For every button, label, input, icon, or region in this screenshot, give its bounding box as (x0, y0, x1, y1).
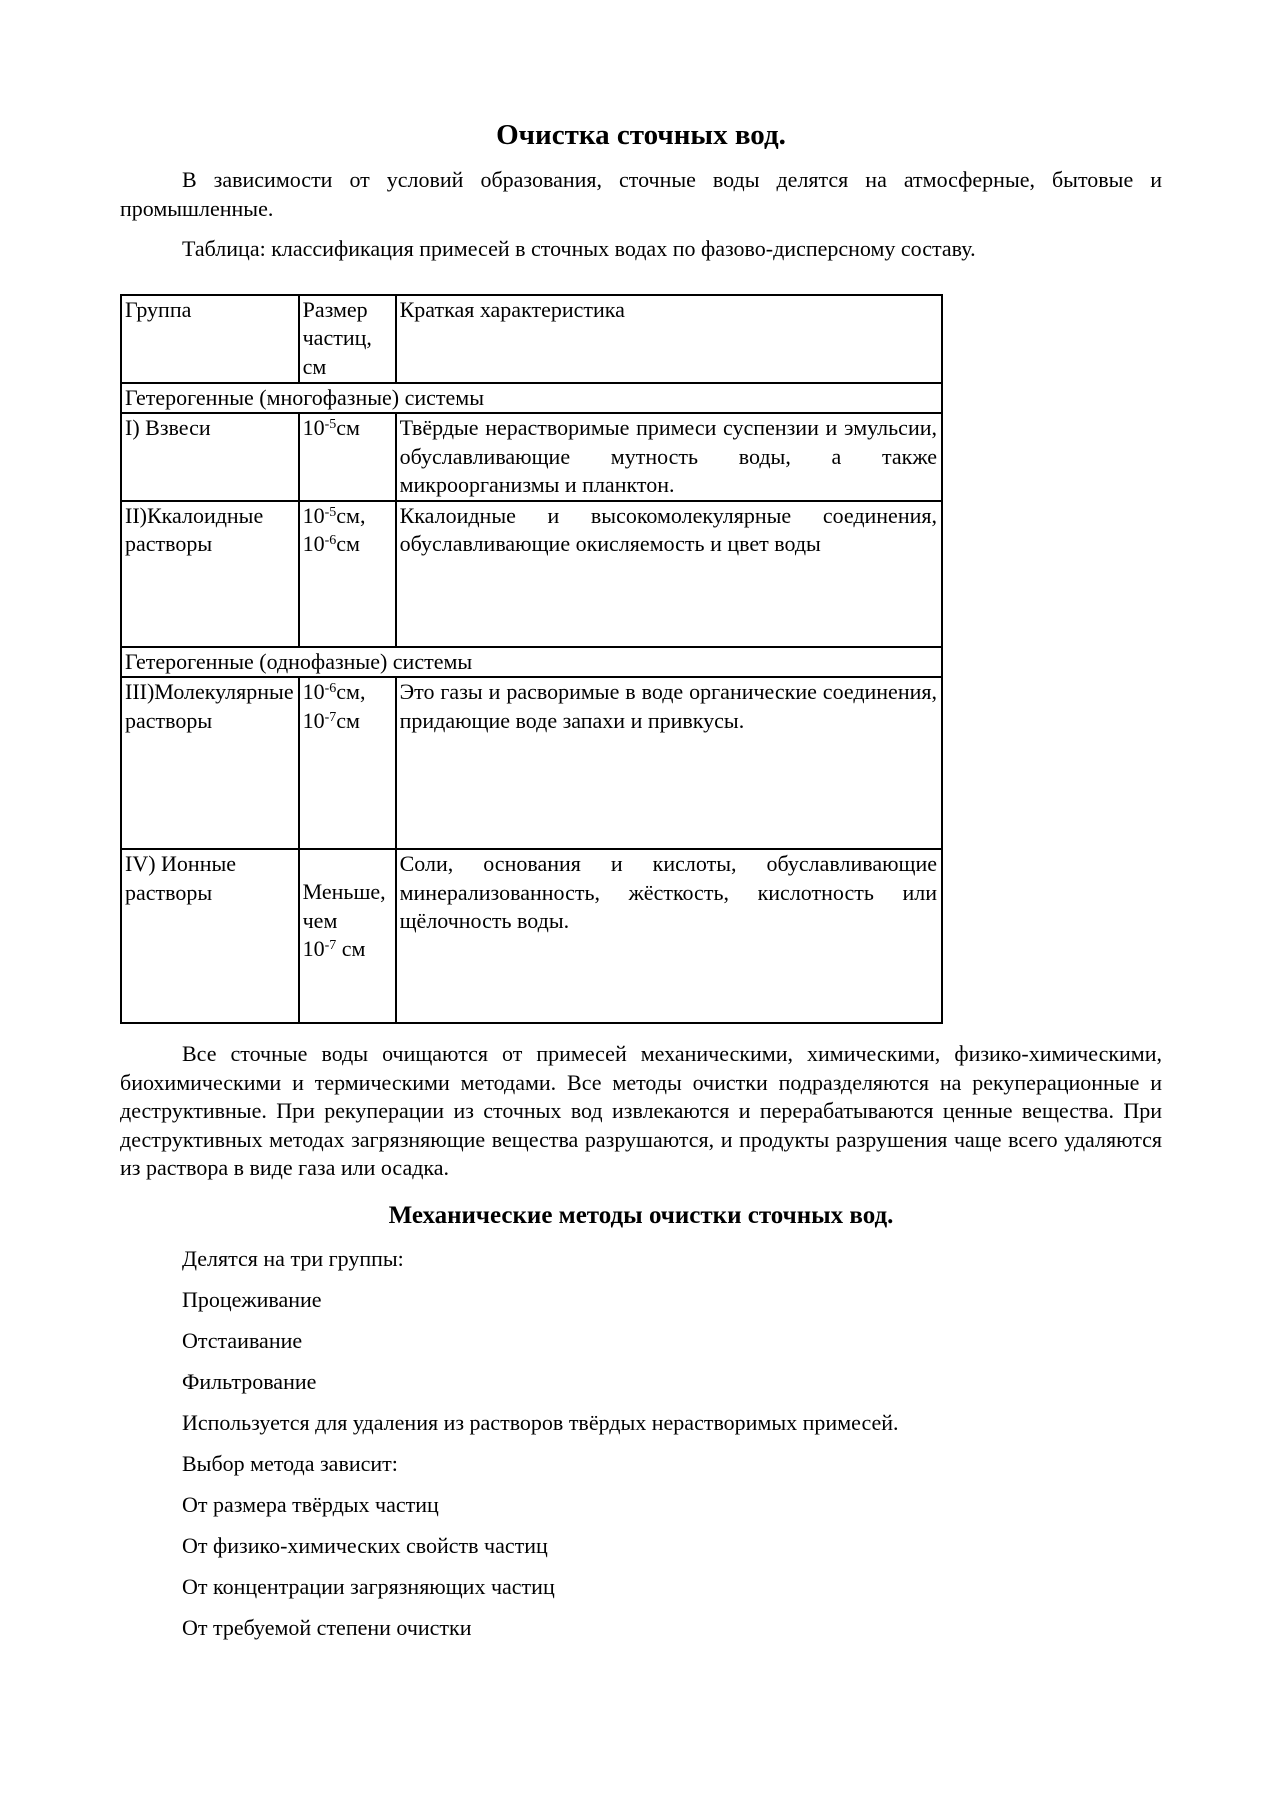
header-description: Краткая характеристика (396, 295, 942, 383)
header-size: Размер частиц, см (299, 295, 396, 383)
row-size: $10^{-5}см$ (299, 413, 396, 501)
table-row (121, 677, 942, 849)
row-group: I) Взвеси (121, 413, 299, 501)
row-group: IV) Ионные растворы (121, 849, 299, 1023)
methods-paragraph: Все сточные воды очищаются от примесей механическими, химическими, физико-химическими, биохимическими и термическими методами. Все методы очистки подразделяются на рекуперационные и деструктивные. При рекуперации из сточных вод извлекаются и перерабатываются ценные вещества. При деструктивных методах загрязняющие вещества разрушаются, и продукты разрушения чаще всего удаляются из раствора в виде газа или осадка. (120, 1041, 1162, 1180)
list-item: От размера твёрдых частиц (182, 1491, 439, 1517)
table-row (121, 849, 942, 1023)
list-item: Фильтрование (182, 1368, 317, 1394)
classification-table (120, 294, 943, 1025)
table-row (121, 501, 942, 647)
header-group: Группа (121, 295, 299, 383)
list-item: От требуемой степени очистки (182, 1614, 472, 1640)
row-description: Это газы и расворимые в воде органические соединения, придающие воде запахи и привкусы. (396, 677, 942, 849)
row-description: Соли, основания и кислоты, обуславливающие минерализованность, жёсткость, кислотность или щёлочность воды. (396, 849, 942, 1023)
row-size: Меньше, чем $10^{-7}$ см (299, 849, 396, 1023)
list-item: От концентрации загрязняющих частиц (182, 1573, 555, 1599)
row-group: II)Ккалоидные растворы (121, 501, 299, 647)
row-size: $10^{-6}см$, $10^{-7}см$ (299, 677, 396, 849)
table-caption: Таблица: классификация примесей в сточных водах по фазово-дисперсному составу. (182, 236, 976, 261)
row-description: Ккалоидные и высокомолекулярные соединения, обуславливающие окисляемость и цвет воды (396, 501, 942, 647)
list-item: Делятся на три группы: (182, 1245, 404, 1271)
section-row (121, 383, 942, 414)
table-header-row (121, 295, 942, 383)
document-page (120, 118, 1162, 1655)
list-item: Используется для удаления из растворов твёрдых нерастворимых примесей. (182, 1409, 899, 1435)
section-heading: Механические методы очистки сточных вод. (388, 1201, 894, 1229)
page-title: Очистка сточных вод. (496, 119, 786, 151)
section-row (121, 647, 942, 678)
list-item: От физико-химических свойств частиц (182, 1532, 548, 1558)
section-multiphase: Гетерогенные (многофазные) системы (121, 383, 942, 414)
list-item: Выбор метода зависит: (182, 1450, 398, 1476)
list-item: Процеживание (182, 1286, 322, 1312)
intro-paragraph: В зависимости от условий образования, сточные воды делятся на атмосферные, бытовые и промышленные. (120, 167, 1162, 221)
section-singlephase: Гетерогенные (однофазные) системы (121, 647, 942, 678)
table-row (121, 413, 942, 501)
list-item: Отстаивание (182, 1327, 303, 1353)
row-description: Твёрдые нерастворимые примеси суспензии и эмульсии, обуславливающие мутность воды, а также микроорганизмы и планктон. (396, 413, 942, 501)
row-group: III)Молекулярные растворы (121, 677, 299, 849)
row-size: $10^{-5}см$, $10^{-6}см$ (299, 501, 396, 647)
